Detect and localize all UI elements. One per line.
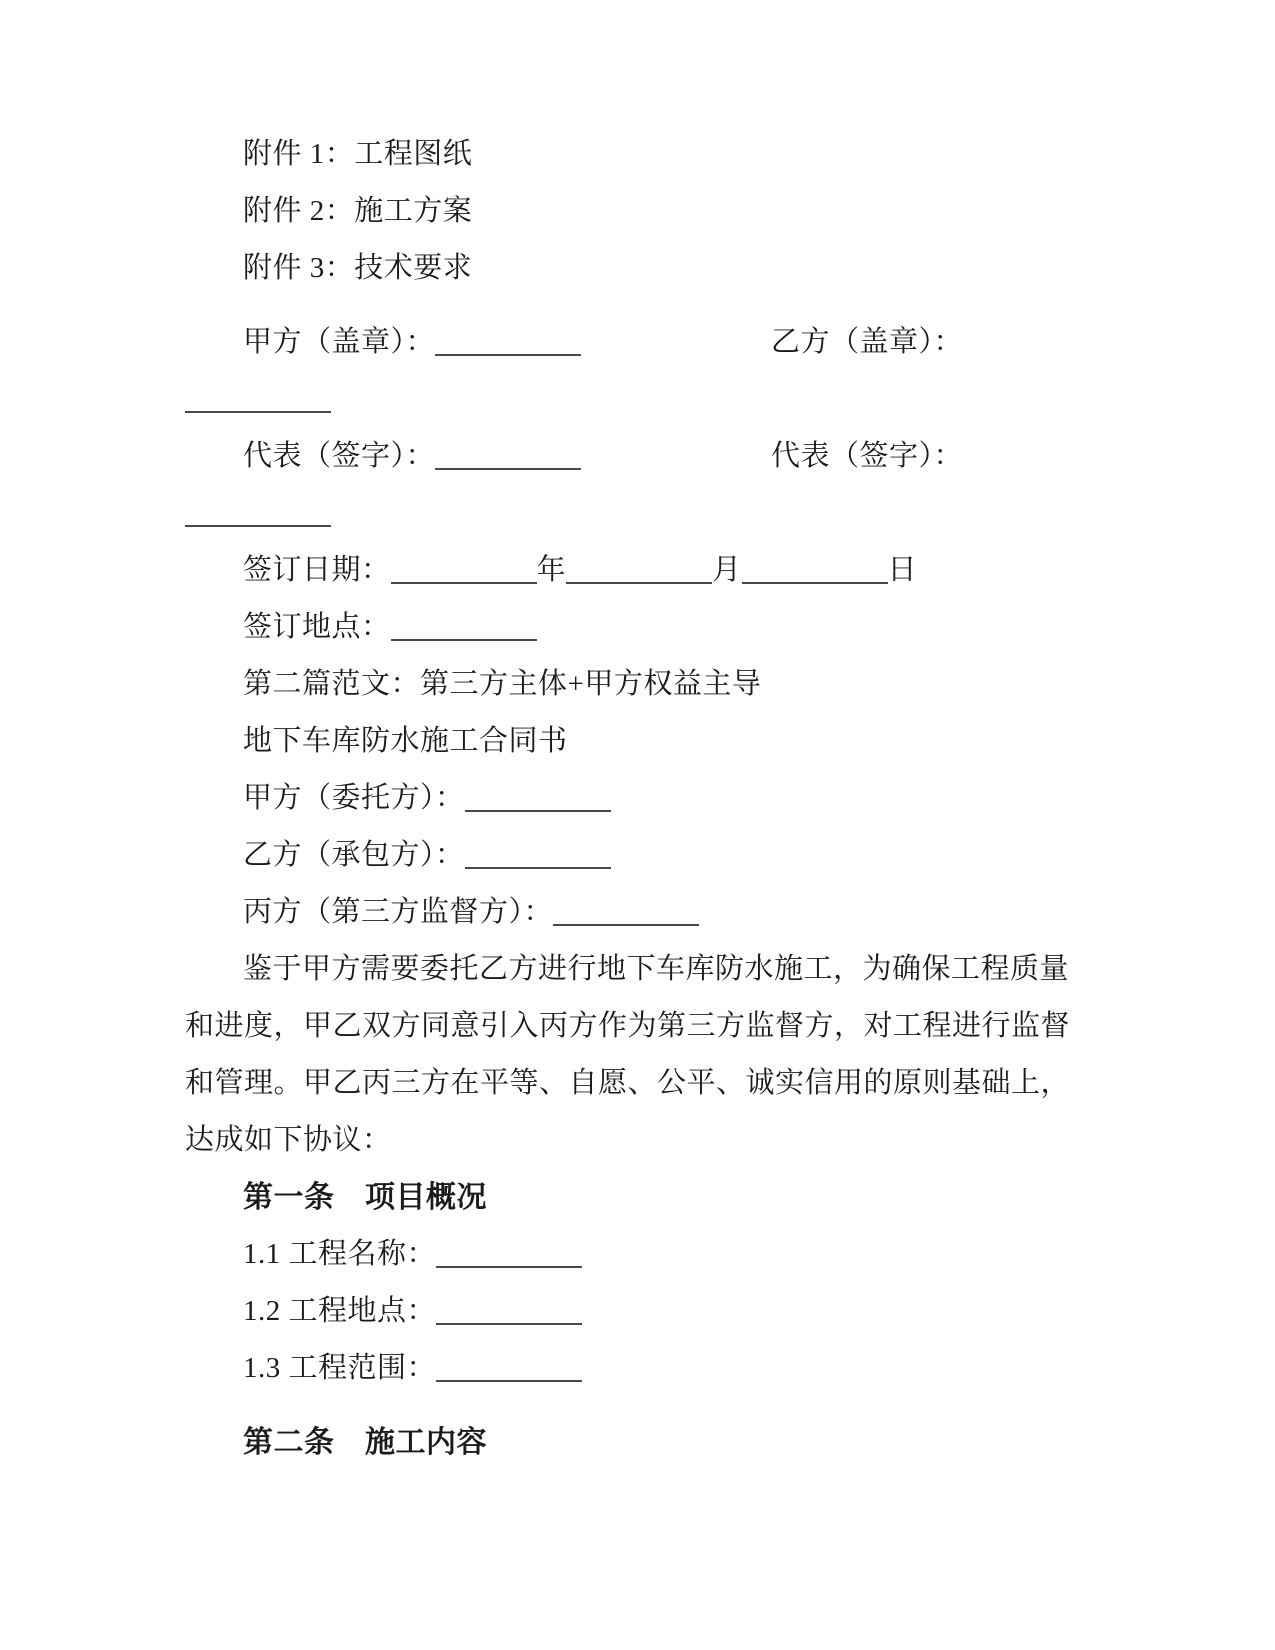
attachment-1-line [185,126,1080,183]
party-c-line [185,884,1080,941]
fill-in-blank-underline [465,806,611,812]
preamble-line-4 [185,1112,1080,1169]
fill-in-blank-underline [553,920,699,926]
attachment-3-line [185,240,1080,297]
text-run: 第二条 施工内容 [243,1426,487,1459]
preamble-line-2 [185,998,1080,1055]
text-run: 乙方（盖章）： [771,326,964,358]
fill-in-blank-underline [436,1319,582,1325]
fill-in-blank-underline [391,578,537,584]
signing-date-line [185,542,1080,599]
fill-in-blank-underline [436,1376,582,1382]
clause-1-1-line [185,1226,1080,1283]
clause-1-3-line [185,1340,1080,1397]
seal-blank-continuation-line [185,371,1080,428]
clause-2-heading-line [185,1414,1080,1471]
signing-place-line [185,599,1080,656]
text-run: 地下车库防水施工合同书 [243,725,568,757]
fill-in-blank-underline [436,1262,582,1268]
document-page-content [185,126,1080,1471]
text-run: 签订地点： [243,611,391,643]
clause-1-heading-line [185,1169,1080,1226]
text-run: 第二篇范文：第三方主体+甲方权益主导 [243,668,762,700]
text-run: 签订日期： [243,554,391,586]
text-run: 乙方（承包方）： [243,839,465,871]
text-run: 丙方（第三方监督方）： [243,896,554,928]
text-run: 和管理。甲乙丙三方在平等、自愿、公平、诚实信用的原则基础上， [185,1067,1071,1099]
second-template-heading-line [185,656,1080,713]
contract-title-line [185,713,1080,770]
preamble-line-3 [185,1055,1080,1112]
column-gap-spacer [581,350,771,351]
column-gap-spacer [581,464,771,465]
text-run: 和进度，甲乙双方同意引入丙方作为第三方监督方，对工程进行监督 [185,1010,1071,1042]
text-run: 附件 1：工程图纸 [243,138,473,170]
fill-in-blank-underline [185,407,331,413]
text-run: 达成如下协议： [185,1124,392,1156]
text-run: 代表（签字）： [243,440,436,472]
representative-signature-line [185,428,1080,485]
text-run: 甲方（委托方）： [243,782,465,814]
fill-in-blank-underline [391,635,537,641]
preamble-line-1 [185,941,1080,998]
fill-in-blank-underline [742,578,888,584]
fill-in-blank-underline [465,863,611,869]
fill-in-blank-underline [435,464,581,470]
text-run: 年 [536,554,567,586]
text-run: 1.3 工程范围： [243,1352,437,1384]
fill-in-blank-underline [566,578,712,584]
text-run: 附件 3：技术要求 [243,252,473,284]
party-b-line [185,827,1080,884]
fill-in-blank-underline [435,350,581,356]
text-run: 1.2 工程地点： [243,1295,437,1327]
seal-signature-line [185,314,1080,371]
clause-1-2-line [185,1283,1080,1340]
text-run: 鉴于甲方需要委托乙方进行地下车库防水施工，为确保工程质量 [243,953,1070,985]
text-run: 月 [712,554,742,586]
representative-blank-continuation-line [185,485,1080,542]
text-run: 代表（签字）： [771,440,964,472]
text-run: 日 [887,554,918,586]
party-a-line [185,770,1080,827]
text-run: 1.1 工程名称： [243,1238,437,1270]
text-run: 附件 2：施工方案 [243,195,473,227]
fill-in-blank-underline [185,521,331,527]
text-run: 第一条 项目概况 [243,1181,487,1214]
text-run: 甲方（盖章）： [243,326,436,358]
attachment-2-line [185,183,1080,240]
